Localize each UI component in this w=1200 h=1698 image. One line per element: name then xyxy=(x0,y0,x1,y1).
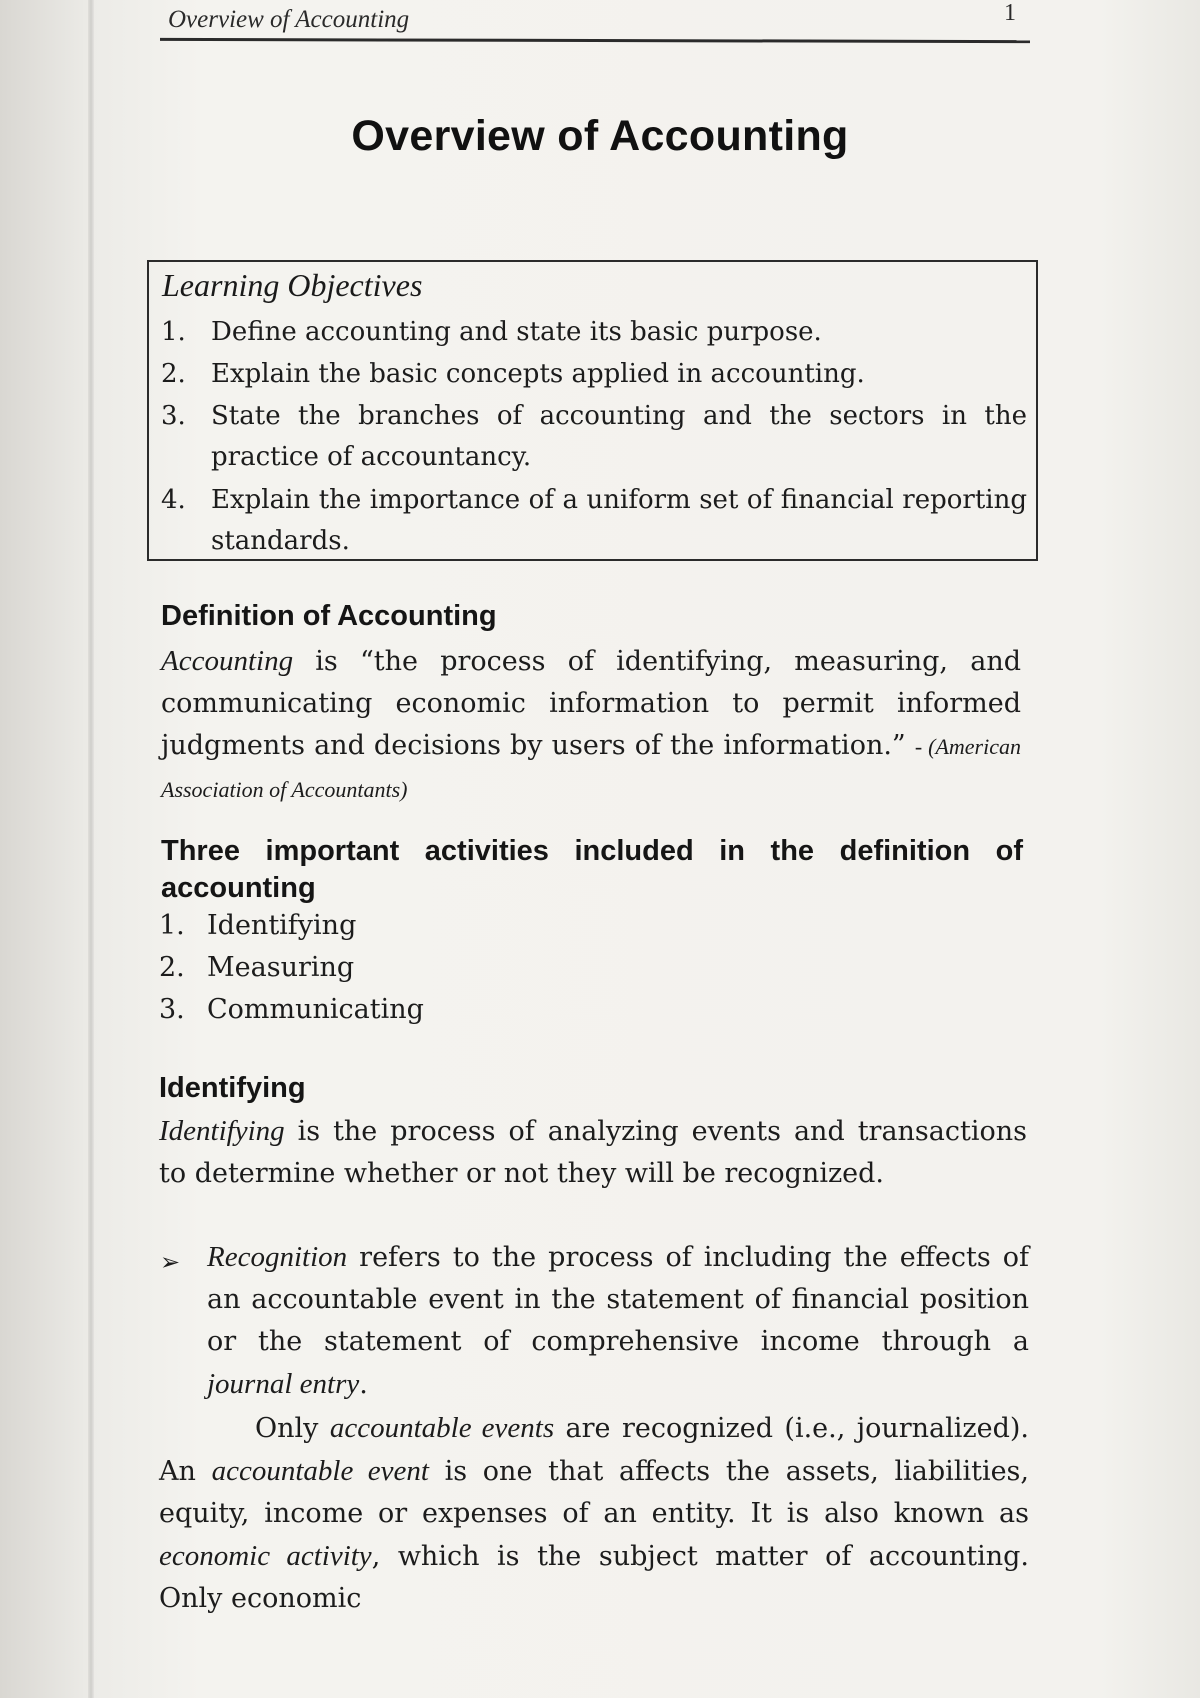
identifying-term: Identifying xyxy=(159,1115,285,1147)
objective-text: Define accounting and state its basic purpose. xyxy=(211,317,822,347)
running-head: Overview of Accounting xyxy=(168,6,410,33)
accountable-paragraph xyxy=(159,1407,1029,1620)
objective-number: 4. xyxy=(161,485,186,515)
activity-item xyxy=(159,952,354,983)
journal-entry-term: journal entry xyxy=(207,1368,360,1400)
book-spine-shadow xyxy=(88,0,94,1698)
activity-text: Measuring xyxy=(207,952,355,983)
accountable-text-4: , which is the subject matter of accounting. Only economic xyxy=(159,1541,1029,1614)
accountable-term-2: accountable event xyxy=(211,1455,429,1487)
identifying-paragraph xyxy=(159,1110,1027,1195)
activity-number: 1. xyxy=(159,910,185,941)
recognition-term: Recognition xyxy=(207,1241,348,1273)
accountable-term-1: accountable events xyxy=(329,1412,555,1444)
identifying-heading: Identifying xyxy=(159,1072,306,1104)
objective-number: 2. xyxy=(161,359,186,389)
accountable-term-3: economic activity xyxy=(159,1540,372,1572)
accountable-text-3: is one that affects the assets, liabilities, equity, income or expenses of an entity. It is also known as xyxy=(159,1456,1029,1529)
activity-number: 3. xyxy=(159,994,185,1025)
page-title: Overview of Accounting xyxy=(351,112,849,160)
accountable-text-2: are recognized (i.e., journalized). An xyxy=(159,1413,1030,1487)
objective-number: 3. xyxy=(161,401,186,431)
page-number: 1 xyxy=(1004,0,1016,26)
activity-text: Identifying xyxy=(207,910,357,941)
definition-term: Accounting xyxy=(161,645,294,677)
recognition-end: . xyxy=(359,1369,368,1400)
definition-heading: Definition of Accounting xyxy=(161,600,497,632)
activity-item xyxy=(159,910,356,941)
recognition-body: refers to the process of including the effects of an accountable event in the statement of financial position or the statement of comprehensive income through a xyxy=(207,1242,1029,1357)
activity-text: Communicating xyxy=(207,994,424,1025)
activity-item xyxy=(159,994,424,1025)
learning-objectives-box xyxy=(147,260,1038,561)
objective-text: State the branches of accounting and the sectors in the practice of accountancy. xyxy=(211,401,1027,472)
activities-heading: Three important activities included in the definition of accounting xyxy=(161,835,1023,904)
definition-paragraph xyxy=(161,640,1021,811)
objective-text: Explain the importance of a uniform set of financial reporting standards. xyxy=(211,485,1027,556)
definition-attribution: - (American Association of Accountants) xyxy=(161,734,1021,802)
arrow-bullet-icon: ➢ xyxy=(160,1248,181,1276)
objective-number: 1. xyxy=(161,317,186,347)
identifying-body: is the process of analyzing events and transactions to determine whether or not they will be recognized. xyxy=(159,1116,1027,1189)
accountable-text-1: Only xyxy=(255,1413,330,1444)
objective-text: Explain the basic concepts applied in accounting. xyxy=(211,359,865,389)
definition-body: is “the process of identifying, measuring, and communicating economic information to permit informed judgments and decisions by users of the information.” xyxy=(161,646,1021,761)
learning-objectives-title: Learning Objectives xyxy=(162,267,423,303)
activity-number: 2. xyxy=(159,952,185,983)
recognition-paragraph xyxy=(207,1236,1029,1406)
